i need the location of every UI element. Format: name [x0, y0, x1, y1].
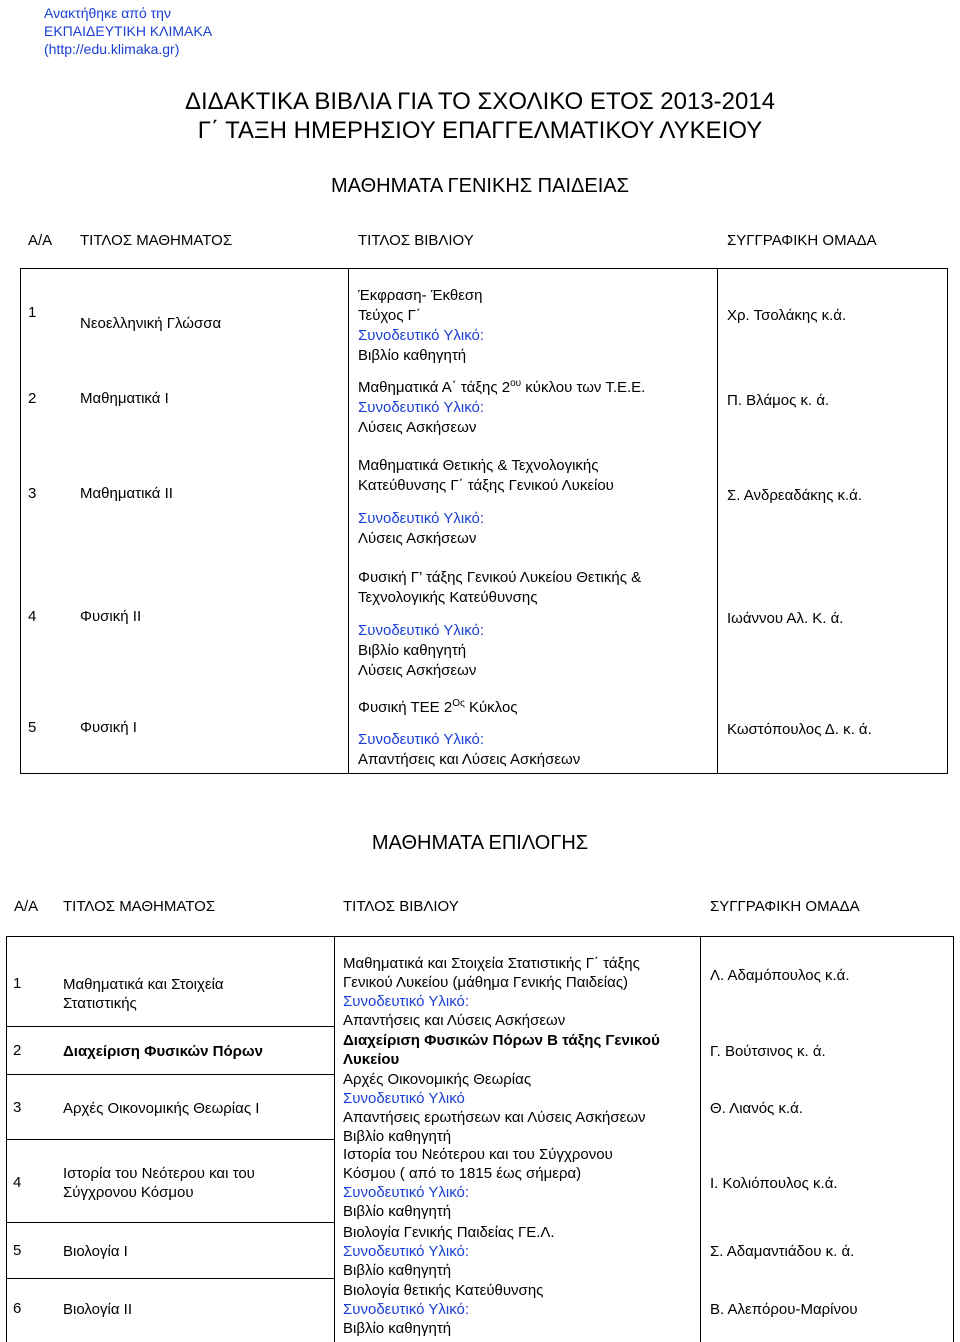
book-title: [343, 1031, 660, 1069]
ordinal-suffix: Ος: [452, 698, 465, 709]
book-title: [358, 286, 484, 366]
authors: Σ. Ανδρεαδάκης κ.ά.: [727, 487, 863, 504]
supplementary-label: Συνοδευτικό Υλικό:: [358, 731, 485, 748]
document-title-line-1: ΔΙΔΑΚΤΙΚΑ ΒΙΒΛΙΑ ΓΙΑ ΤΟ ΣΧΟΛΙΚΟ ΕΤΟΣ 2013-2014: [184, 88, 776, 115]
table-rule: [953, 936, 954, 1342]
supplementary-item: Λύσεις Ασκήσεων: [358, 662, 477, 679]
book-title: [343, 1070, 646, 1146]
spacer: [358, 718, 580, 730]
header-course-title: ΤΙΤΛΟΣ ΜΑΘΗΜΑΤΟΣ: [63, 898, 216, 915]
course-title: Διαχείριση Φυσικών Πόρων: [63, 1043, 263, 1060]
book-title: [358, 378, 645, 438]
book-title-line: Λυκείου: [343, 1051, 400, 1068]
document-title-line-2: Γ΄ ΤΑΞΗ ΗΜΕΡΗΣΙΟΥ ΕΠΑΓΓΕΛΜΑΤΙΚΟΥ ΛΥΚΕΙΟΥ: [197, 117, 763, 144]
source-link[interactable]: (http://edu.klimaka.gr): [44, 41, 180, 57]
row-number: 6: [13, 1300, 22, 1317]
row-number: 1: [13, 975, 22, 992]
header-book-title: ΤΙΤΛΟΣ ΒΙΒΛΙΟΥ: [343, 898, 459, 915]
supplementary-label: Συνοδευτικό Υλικό:: [343, 1301, 470, 1318]
supplementary-item: Βιβλίο καθηγητή: [343, 1128, 452, 1145]
course-title: Βιολογία Ι: [63, 1243, 128, 1260]
book-title: [343, 1223, 555, 1280]
course-title: Νεοελληνική Γλώσσα: [80, 315, 222, 332]
table-rule: [334, 936, 335, 1342]
header-course-title: ΤΙΤΛΟΣ ΜΑΘΗΜΑΤΟΣ: [80, 232, 233, 249]
course-title: [63, 975, 224, 1013]
ordinal-suffix: ου: [510, 378, 522, 389]
supplementary-item: Βιβλίο καθηγητή: [358, 642, 467, 659]
supplementary-label: Συνοδευτικό Υλικό:: [343, 1184, 470, 1201]
supplementary-label: Συνοδευτικό Υλικό:: [358, 399, 485, 416]
supplementary-item: Βιβλίο καθηγητή: [343, 1262, 452, 1279]
course-title: Μαθηματικά ΙΙ: [80, 485, 173, 502]
authors: Σ. Αδαμαντιάδου κ. ά.: [710, 1243, 855, 1260]
book-title: [343, 1145, 613, 1221]
table-rule: [700, 936, 701, 1342]
book-title: [358, 456, 614, 549]
supplementary-label: Συνοδευτικό Υλικό:: [358, 327, 485, 344]
book-title-text: Κύκλος: [464, 699, 518, 716]
table-rule: [6, 1139, 334, 1140]
course-title-line: Ιστορία του Νεότερου και του: [63, 1165, 255, 1182]
header-authors: ΣΥΓΓΡΑΦΙΚΗ ΟΜΑΔΑ: [727, 232, 877, 249]
supplementary-label: Συνοδευτικό Υλικό:: [343, 1243, 470, 1260]
header-book-title: ΤΙΤΛΟΣ ΒΙΒΛΙΟΥ: [358, 232, 474, 249]
book-title: [358, 698, 580, 770]
source-note: [44, 4, 304, 58]
course-title-line: Μαθηματικά και Στοιχεία: [63, 976, 224, 993]
row-number: 3: [28, 485, 37, 502]
supplementary-item: Βιβλίο καθηγητή: [343, 1320, 452, 1337]
supplementary-item: Βιβλίο καθηγητή: [358, 347, 467, 364]
general-section-heading: ΜΑΘΗΜΑΤΑ ΓΕΝΙΚΗΣ ΠΑΙΔΕΙΑΣ: [331, 175, 629, 197]
book-title-line: Μαθηματικά και Στοιχεία Στατιστικής Γ΄ τάξης: [343, 955, 640, 972]
book-title-line: Τεύχος Γ΄: [358, 307, 421, 324]
book-title-line: Βιολογία Γενικής Παιδείας ΓΕ.Λ.: [343, 1224, 555, 1241]
book-title: [358, 568, 641, 681]
book-title: [343, 1281, 543, 1338]
row-number: 5: [28, 719, 37, 736]
authors: Λ. Αδαμόπουλος κ.ά.: [710, 967, 850, 984]
book-title-line: Αρχές Οικονομικής Θεωρίας: [343, 1071, 532, 1088]
book-title-text: Φυσική ΤΕΕ 2: [358, 699, 453, 716]
table-rule: [6, 1222, 334, 1223]
course-title-line: Στατιστικής: [63, 995, 137, 1012]
authors: Χρ. Τσολάκης κ.ά.: [727, 307, 847, 324]
row-number: 4: [28, 608, 37, 625]
table-rule: [20, 773, 948, 774]
book-title-line: Τεχνολογικής Κατεύθυνσης: [358, 589, 538, 606]
book-title-line: [358, 378, 645, 398]
supplementary-item: Λύσεις Ασκήσεων: [358, 530, 477, 547]
book-title-line: Κόσμου ( από το 1815 έως σήμερα): [343, 1165, 582, 1182]
elective-section-heading: ΜΑΘΗΜΑΤΑ ΕΠΙΛΟΓΗΣ: [371, 832, 589, 854]
authors: Κωστόπουλος Δ. κ. ά.: [727, 721, 872, 738]
book-title-line: [358, 698, 580, 718]
table-rule: [6, 1026, 334, 1027]
table-rule: [20, 268, 948, 269]
course-title: Μαθηματικά Ι: [80, 390, 169, 407]
supplementary-item: Απαντήσεις ερωτήσεων και Λύσεις Ασκήσεων: [343, 1109, 646, 1126]
course-title: [63, 1164, 255, 1202]
authors: Ι. Κολιόπουλος κ.ά.: [710, 1175, 838, 1192]
supplementary-label: Συνοδευτικό Υλικό:: [343, 993, 470, 1010]
table-rule: [20, 268, 21, 773]
book-title-line: Κατεύθυνσης Γ΄ τάξης Γενικού Λυκείου: [358, 477, 614, 494]
book-title-line: Μαθηματικά Θετικής & Τεχνολογικής: [358, 457, 599, 474]
row-number: 2: [13, 1042, 22, 1059]
row-number: 3: [13, 1099, 22, 1116]
header-authors: ΣΥΓΓΡΑΦΙΚΗ ΟΜΑΔΑ: [710, 898, 860, 915]
course-title: Φυσική Ι: [80, 719, 137, 736]
authors: Ιωάννου Αλ. Κ. ά.: [727, 610, 844, 627]
supplementary-item: Απαντήσεις και Λύσεις Ασκήσεων: [358, 751, 581, 768]
authors: Β. Αλεπόρου-Μαρίνου: [710, 1301, 858, 1318]
table-rule: [6, 936, 7, 1342]
book-title-text: Μαθηματικά Α΄ τάξης 2: [358, 379, 511, 396]
supplementary-item: Λύσεις Ασκήσεων: [358, 419, 477, 436]
source-line: ΕΚΠΑΙΔΕΥΤΙΚΗ ΚΛΙΜΑΚΑ: [44, 23, 213, 39]
book-title: [343, 954, 640, 1030]
book-title-line: Ιστορία του Νεότερου και του Σύγχρονου: [343, 1146, 613, 1163]
course-title: Βιολογία ΙΙ: [63, 1301, 133, 1318]
course-title-line: Σύγχρονου Κόσμου: [63, 1184, 194, 1201]
course-title: Φυσική ΙΙ: [80, 608, 142, 625]
row-number: 5: [13, 1242, 22, 1259]
spacer: [358, 608, 641, 621]
spacer: [358, 496, 614, 509]
book-title-line: Έκφραση- Έκθεση: [358, 287, 483, 304]
supplementary-item: Βιβλίο καθηγητή: [343, 1203, 452, 1220]
authors: Γ. Βούτσινος κ. ά.: [710, 1043, 826, 1060]
row-number: 2: [28, 390, 37, 407]
book-title-line: Γενικού Λυκείου (μάθημα Γενικής Παιδείας): [343, 974, 629, 991]
table-rule: [6, 936, 954, 937]
table-rule: [348, 268, 349, 773]
course-title: Αρχές Οικονομικής Θεωρίας Ι: [63, 1100, 260, 1117]
header-aa: Α/Α: [28, 232, 53, 249]
supplementary-label: Συνοδευτικό Υλικό:: [358, 622, 485, 639]
supplementary-label: Συνοδευτικό Υλικό: [343, 1090, 465, 1107]
table-rule: [6, 1278, 334, 1279]
book-title-line: Φυσική Γ’ τάξης Γενικού Λυκείου Θετικής &: [358, 569, 642, 586]
table-rule: [947, 268, 948, 773]
source-line: Ανακτήθηκε από την: [44, 5, 171, 21]
authors: Π. Βλάμος κ. ά.: [727, 392, 830, 409]
authors: Θ. Λιανός κ.ά.: [710, 1100, 803, 1117]
supplementary-item: Απαντήσεις και Λύσεις Ασκήσεων: [343, 1012, 566, 1029]
row-number: 4: [13, 1174, 22, 1191]
supplementary-label: Συνοδευτικό Υλικό:: [358, 510, 485, 527]
book-title-line: Βιολογία θετικής Κατεύθυνσης: [343, 1282, 544, 1299]
book-title-text: κύκλου των Τ.Ε.Ε.: [521, 379, 646, 396]
row-number: 1: [28, 304, 37, 321]
table-rule: [6, 1074, 334, 1075]
table-rule: [717, 268, 718, 773]
header-aa: Α/Α: [14, 898, 39, 915]
book-title-line: Διαχείριση Φυσικών Πόρων Β τάξης Γενικού: [343, 1032, 660, 1049]
